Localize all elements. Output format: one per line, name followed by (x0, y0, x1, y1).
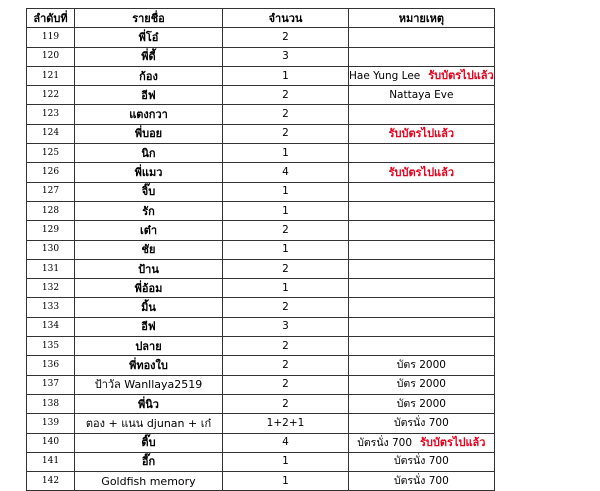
row-remark (349, 28, 495, 47)
row-remark (349, 105, 495, 124)
table-row (27, 240, 495, 259)
row-remark (349, 375, 495, 394)
row-name: อีฟ (75, 86, 223, 105)
row-remark (349, 337, 495, 356)
row-remark (349, 86, 495, 105)
header-number: ลำดับที่ (27, 9, 75, 28)
row-remark (349, 144, 495, 163)
remark-text: บัตร 2000 (396, 378, 446, 391)
row-quantity: 1 (223, 201, 349, 220)
row-remark (349, 472, 495, 491)
row-number: 139 (27, 414, 75, 433)
row-number: 128 (27, 201, 75, 220)
row-remark (349, 298, 495, 317)
row-quantity: 1 (223, 452, 349, 471)
table-row (27, 47, 495, 66)
row-quantity: 2 (223, 298, 349, 317)
row-number: 138 (27, 394, 75, 413)
row-number: 125 (27, 144, 75, 163)
row-remark (349, 163, 495, 182)
row-quantity: 2 (223, 105, 349, 124)
row-number: 135 (27, 337, 75, 356)
table-row (27, 201, 495, 220)
row-name: ปลาย (75, 337, 223, 356)
row-remark (349, 240, 495, 259)
row-quantity: 1 (223, 279, 349, 298)
ticket-received-note: รับบัตรไปแล้ว (388, 165, 455, 179)
table-row (27, 66, 495, 85)
row-number: 141 (27, 452, 75, 471)
row-name: นิก (75, 144, 223, 163)
table-row (27, 182, 495, 201)
remark-text: Nattaya Eve (389, 88, 454, 101)
row-number: 134 (27, 317, 75, 336)
table-row (27, 337, 495, 356)
header-row (27, 9, 495, 28)
table-row (27, 317, 495, 336)
row-number: 126 (27, 163, 75, 182)
row-number: 130 (27, 240, 75, 259)
row-quantity: 2 (223, 221, 349, 240)
row-number: 122 (27, 86, 75, 105)
table-row (27, 279, 495, 298)
header-quantity: จำนวน (223, 9, 349, 28)
row-number: 142 (27, 472, 75, 491)
table-row (27, 414, 495, 433)
ticket-received-note: รับบัตรไปแล้ว (388, 126, 455, 140)
remark-text: บัตรนั่ง 700 (393, 455, 449, 468)
row-number: 131 (27, 259, 75, 278)
row-number: 121 (27, 66, 75, 85)
row-quantity: 1+2+1 (223, 414, 349, 433)
row-name: ป้าวัล Wanllaya2519 (75, 375, 223, 394)
row-name: พี่ดี้ (75, 47, 223, 66)
row-remark (349, 433, 495, 452)
table-row (27, 259, 495, 278)
header-remark: หมายเหตุ (349, 9, 495, 28)
row-name: อี๊ก (75, 452, 223, 471)
row-name: Goldfish memory (75, 472, 223, 491)
table-row (27, 298, 495, 317)
row-name: ก้อง (75, 66, 223, 85)
row-remark (349, 356, 495, 375)
table-row (27, 394, 495, 413)
row-name: มิ้น (75, 298, 223, 317)
row-quantity: 2 (223, 28, 349, 47)
remark-text: บัตร 2000 (396, 358, 446, 371)
row-quantity: 1 (223, 144, 349, 163)
table-row (27, 28, 495, 47)
row-quantity: 3 (223, 47, 349, 66)
row-quantity: 4 (223, 433, 349, 452)
row-number: 127 (27, 182, 75, 201)
row-name: ชัย (75, 240, 223, 259)
row-remark (349, 279, 495, 298)
guest-list-table (26, 8, 495, 491)
row-quantity: 2 (223, 375, 349, 394)
row-remark (349, 259, 495, 278)
row-number: 140 (27, 433, 75, 452)
row-name: พี่นิว (75, 394, 223, 413)
row-name: พี่แมว (75, 163, 223, 182)
row-number: 124 (27, 124, 75, 143)
row-name: อีฟ (75, 317, 223, 336)
ticket-received-note: รับบัตรไปแล้ว (420, 435, 486, 449)
row-quantity: 2 (223, 337, 349, 356)
row-name: ป้าน (75, 259, 223, 278)
row-quantity: 2 (223, 259, 349, 278)
row-remark (349, 182, 495, 201)
row-remark (349, 452, 495, 471)
table-row (27, 375, 495, 394)
row-quantity: 2 (223, 394, 349, 413)
row-quantity: 1 (223, 472, 349, 491)
row-quantity: 1 (223, 182, 349, 201)
row-name: พี่บอย (75, 124, 223, 143)
row-name: ติ๊บ (75, 433, 223, 452)
table-row (27, 472, 495, 491)
row-number: 120 (27, 47, 75, 66)
table-row (27, 86, 495, 105)
row-number: 132 (27, 279, 75, 298)
row-name: พี่โอ๋ (75, 28, 223, 47)
row-remark (349, 394, 495, 413)
row-quantity: 2 (223, 124, 349, 143)
row-name: จิ๊บ (75, 182, 223, 201)
row-remark (349, 201, 495, 220)
table-row (27, 221, 495, 240)
row-remark (349, 317, 495, 336)
row-remark (349, 47, 495, 66)
table-row (27, 433, 495, 452)
row-quantity: 2 (223, 86, 349, 105)
row-name: ตอง + แนน djunan + เก๋ (75, 414, 223, 433)
row-number: 136 (27, 356, 75, 375)
row-remark (349, 66, 495, 85)
table-row (27, 452, 495, 471)
row-quantity: 1 (223, 240, 349, 259)
remark-text: บัตรนั่ง 700 (393, 474, 449, 487)
row-number: 137 (27, 375, 75, 394)
row-quantity: 2 (223, 356, 349, 375)
row-number: 129 (27, 221, 75, 240)
row-name: แตงกวา (75, 105, 223, 124)
row-remark (349, 124, 495, 143)
row-name: เต๋า (75, 221, 223, 240)
row-number: 123 (27, 105, 75, 124)
row-quantity: 3 (223, 317, 349, 336)
header-name: รายชื่อ (75, 9, 223, 28)
row-number: 119 (27, 28, 75, 47)
row-remark (349, 221, 495, 240)
table-row (27, 124, 495, 143)
row-quantity: 1 (223, 66, 349, 85)
table-row (27, 144, 495, 163)
row-name: พี่อ้อม (75, 279, 223, 298)
remark-text: Hae Yung Lee (349, 70, 421, 83)
table-row (27, 163, 495, 182)
remark-text: บัตรนั่ง 700 (393, 416, 449, 429)
table-row (27, 105, 495, 124)
remark-text: บัตร 2000 (396, 397, 446, 410)
remark-text: บัตรนั่ง 700 (357, 436, 413, 449)
table-row (27, 356, 495, 375)
row-number: 133 (27, 298, 75, 317)
row-quantity: 4 (223, 163, 349, 182)
row-name: รัก (75, 201, 223, 220)
ticket-received-note: รับบัตรไปแล้ว (428, 69, 494, 83)
row-remark (349, 414, 495, 433)
row-name: พี่ทองใบ (75, 356, 223, 375)
